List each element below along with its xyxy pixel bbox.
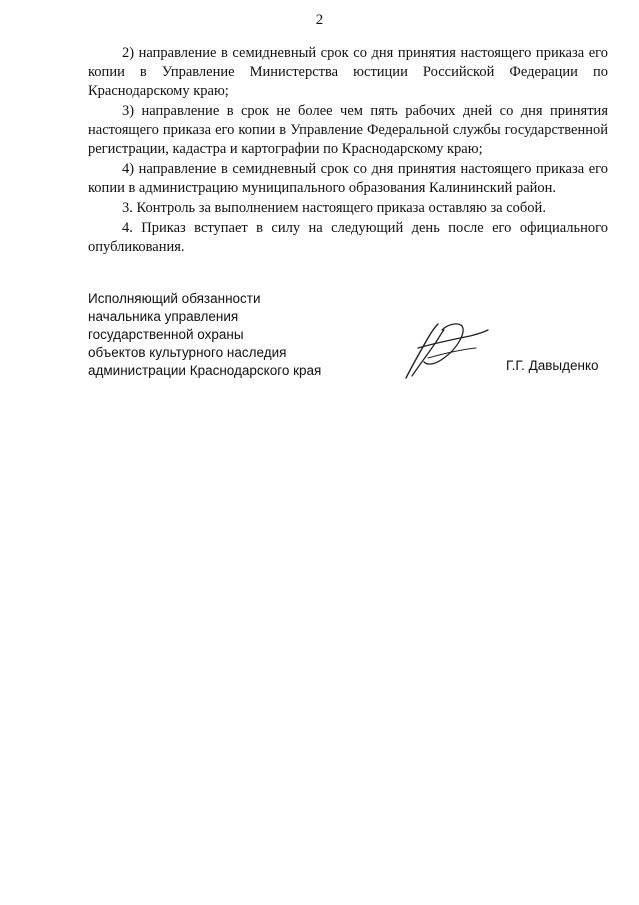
handwritten-signature xyxy=(398,318,490,384)
position-line: Исполняющий обязанности xyxy=(88,291,261,306)
signer-name: Г.Г. Давыденко xyxy=(506,358,599,373)
document-body xyxy=(88,44,608,258)
paragraph-item-2: 2) направление в семидневный срок со дня принятия настоящего приказа его копии в Управление Министерства юстиции Российской Федерации по Краснодарскому краю; xyxy=(88,45,608,99)
position-line: государственной охраны xyxy=(88,327,244,342)
paragraph-item-4: 4) направление в семидневный срок со дня принятия настоящего приказа его копии в администрацию муниципального образования Калининский район. xyxy=(88,161,608,196)
position-line: объектов культурного наследия xyxy=(88,345,287,360)
signatory-position xyxy=(88,290,321,380)
paragraph-item-3: 3) направление в срок не более чем пять рабочих дней со дня принятия настоящего приказа его копии в Управление Федеральной службы государственной регистрации, кадастра и картографии по Краснодарскому краю; xyxy=(88,103,608,157)
position-line: начальника управления xyxy=(88,309,239,324)
paragraph-control: 3. Контроль за выполнением настоящего приказа оставляю за собой. xyxy=(122,200,546,216)
paragraph-effect: 4. Приказ вступает в силу на следующий день после его официального опубликования. xyxy=(88,220,608,255)
page-number: 2 xyxy=(315,12,324,28)
position-line: администрации Краснодарского края xyxy=(88,363,322,378)
